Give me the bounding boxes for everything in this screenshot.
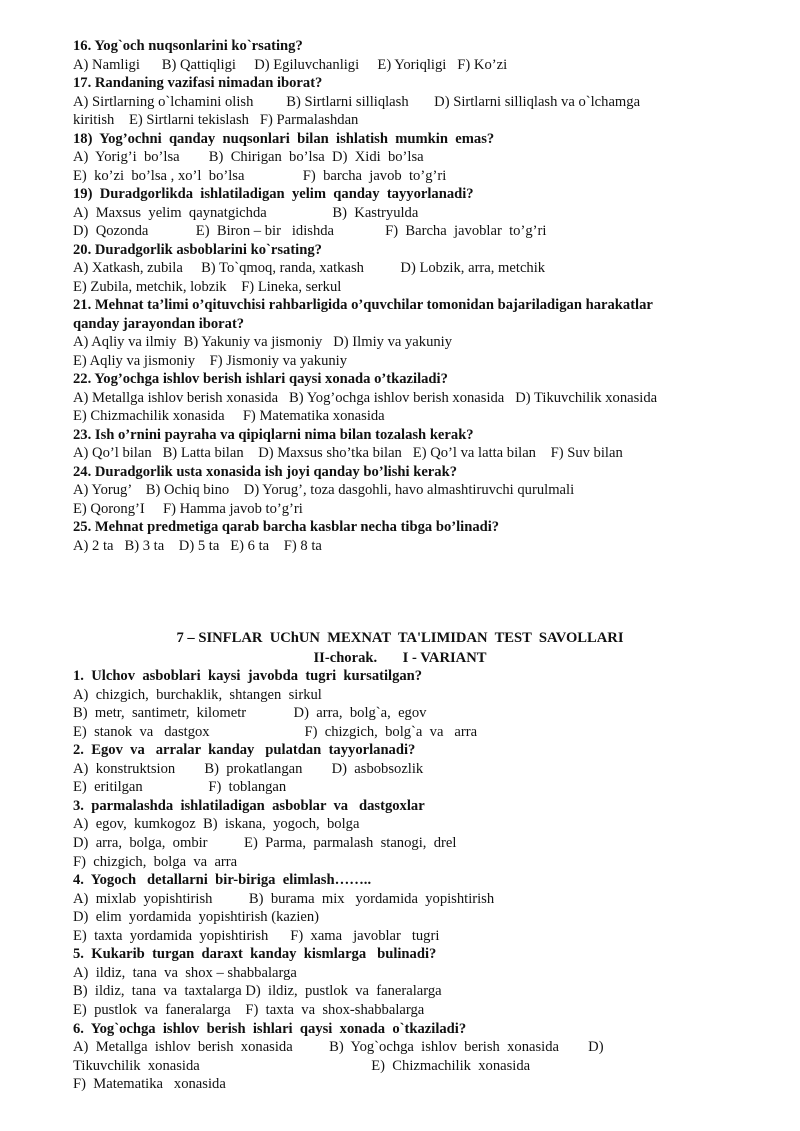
answer-options: E) Chizmachilik xonasida F) Matematika xonasida	[73, 408, 385, 424]
answer-options: E) Aqliy va jismoniy F) Jismoniy va yakuniy	[73, 352, 348, 369]
answer-options: A) Aqliy va ilmiy B) Yakuniy va jismoniy D) Ilmiy va yakuniy	[73, 334, 453, 350]
question-text: 2. Egov va arralar kanday pulatdan tayyorlanadi?	[73, 742, 416, 759]
question-text: 6. Yog`ochga ishlov berish ishlari qaysi xonada o`tkaziladi?	[73, 1020, 467, 1037]
answer-options: A) Namligi B) Qattiqligi D) Egiluvchanligi E) Yoriqligi F) Ko’zi	[73, 56, 508, 73]
question-text: 4. Yogoch detallarni bir-biriga elimlash……..	[73, 872, 372, 888]
answer-options: E) ko’zi bo’lsa , xo’l bo’lsa F) barcha javob to’g’ri	[73, 167, 447, 184]
answer-options: E) Zubila, metchik, lobzik F) Lineka, serkul	[73, 278, 342, 295]
answer-options: E) pustlok va faneralarga F) taxta va shox-shabbalarga	[73, 1001, 425, 1018]
question-text: 20. Duradgorlik asboblarini ko`rsating?	[73, 241, 322, 258]
question-text: 17. Randaning vazifasi nimadan iborat?	[73, 75, 323, 91]
answer-options: A) mixlab yopishtirish B) burama mix yordamida yopishtirish	[73, 890, 495, 907]
question-text: 16. Yog`och nuqsonlarini ko`rsating?	[73, 38, 303, 54]
answer-options: A) Xatkash, zubila B) To`qmoq, randa, xatkash D) Lobzik, arra, metchik	[73, 260, 546, 276]
answer-options: Tikuvchilik xonasida E) Chizmachilik xonasida	[73, 1057, 531, 1074]
answer-options: E) stanok va dastgox F) chizgich, bolg`a va arra	[73, 723, 478, 740]
answer-options: A) egov, kumkogoz B) iskana, yogoch, bolga	[73, 816, 360, 833]
section-title: 7 – SINFLAR UChUN MEXNAT TA'LIMIDAN TEST SAVOLLARI	[176, 630, 624, 646]
question-text: 19) Duradgorlikda ishlatiladigan yelim qanday tayyorlanadi?	[73, 186, 474, 202]
answer-options: D) elim yordamida yopishtirish (kazien)	[73, 909, 320, 926]
answer-options: A) Metallga ishlov berish xonasida B) Yog`ochga ishlov berish xonasida D)	[73, 1039, 604, 1055]
answer-options: B) ildiz, tana va taxtalarga D) ildiz, pustlok va faneralarga	[73, 983, 442, 1000]
question-text: 1. Ulchov asboblari kaysi javobda tugri kursatilgan?	[73, 668, 423, 684]
answer-options: F) Matematika xonasida	[73, 1076, 226, 1093]
answer-options: A) chizgich, burchaklik, shtangen sirkul	[73, 686, 322, 703]
answer-options: A) Maxsus yelim qaynatgichda B) Kastryulda	[73, 204, 419, 221]
question-text: qanday jarayondan iborat?	[73, 315, 245, 332]
question-text: 3. parmalashda ishlatiladigan asboblar va dastgoxlar	[73, 797, 425, 814]
question-text: 25. Mehnat predmetiga qarab barcha kasblar necha tibga bo’linadi?	[73, 519, 500, 535]
answer-options: A) Yorig’i bo’lsa B) Chirigan bo’lsa D) Xidi bo’lsa	[73, 149, 424, 165]
section-subtitle: II-chorak. I - VARIANT	[313, 650, 487, 666]
answer-options: E) taxta yordamida yopishtirish F) xama javoblar tugri	[73, 927, 440, 944]
answer-options: E) Qorong’I F) Hamma javob to’g’ri	[73, 500, 303, 517]
answer-options: A) Metallga ishlov berish xonasida B) Yog’ochga ishlov berish xonasida D) Tikuvchilik xonasida	[73, 389, 658, 406]
answer-options: E) eritilgan F) toblangan	[73, 779, 287, 796]
answer-options: F) chizgich, bolga va arra	[73, 853, 238, 870]
question-text: 23. Ish o’rnini payraha va qipiqlarni nima bilan tozalash kerak?	[73, 426, 474, 443]
answer-options: D) Qozonda E) Biron – bir idishda F) Barcha javoblar to’g’ri	[73, 223, 547, 239]
answer-options: A) Sirtlarning o`lchamini olish B) Sirtlarni silliqlash D) Sirtlarni silliqlash va o`lchamga	[73, 93, 641, 110]
question-text: 21. Mehnat ta’limi o’qituvchisi rahbarligida o’quvchilar tomonidan bajariladigan harakatlar	[73, 297, 653, 313]
answer-options: kiritish E) Sirtlarni tekislash F) Parmalashdan	[73, 112, 359, 128]
question-text: 5. Kukarib turgan daraxt kanday kismlarga bulinadi?	[73, 946, 437, 963]
answer-options: A) konstruktsion B) prokatlangan D) asbobsozlik	[73, 760, 424, 777]
question-text: 24. Duradgorlik usta xonasida ish joyi qanday bo’lishi kerak?	[73, 463, 457, 480]
answer-options: A) Yorug’ B) Ochiq bino D) Yorug’, toza dasgohli, havo almashtiruvchi qurulmali	[73, 482, 575, 498]
answer-options: B) metr, santimetr, kilometr D) arra, bolg`a, egov	[73, 705, 427, 722]
question-text: 22. Yog’ochga ishlov berish ishlari qaysi xonada o’tkaziladi?	[73, 371, 448, 387]
answer-options: A) Qo’l bilan B) Latta bilan D) Maxsus sho’tka bilan E) Qo’l va latta bilan F) Suv bilan	[73, 445, 623, 461]
question-text: 18) Yog’ochni qanday nuqsonlari bilan ishlatish mumkin emas?	[73, 130, 495, 147]
answer-options: A) 2 ta B) 3 ta D) 5 ta E) 6 ta F) 8 ta	[73, 537, 322, 554]
answer-options: D) arra, bolga, ombir E) Parma, parmalash stanogi, drel	[73, 835, 457, 851]
answer-options: A) ildiz, tana va shox – shabbalarga	[73, 964, 297, 981]
